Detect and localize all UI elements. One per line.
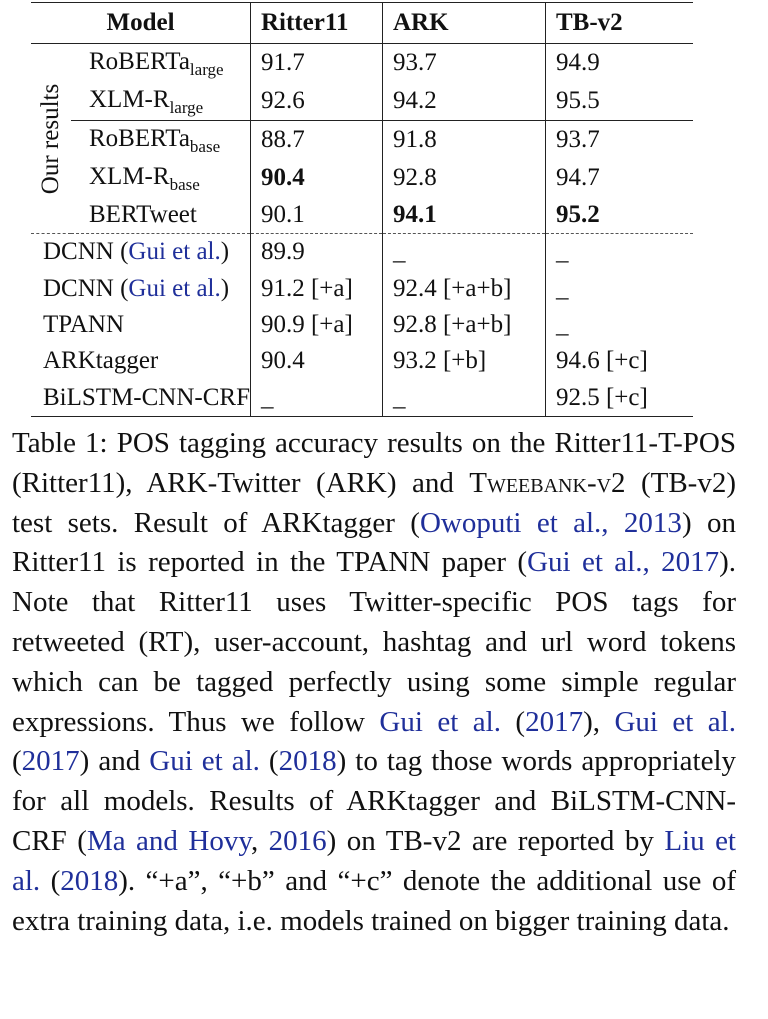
score-ark: 94.1 — [382, 197, 545, 234]
score-ark: _ — [382, 234, 545, 271]
caption-text: ) and — [79, 745, 150, 778]
score-ritter11: 91.7 — [250, 44, 382, 83]
score-ritter11: _ — [250, 379, 382, 416]
caption-text: ( — [500, 705, 526, 738]
caption-text: ) to tag those words appropriately for all models. Results of ARKtagger and BiLSTM-CNN-CRF ( — [12, 745, 737, 857]
score-ritter11: 90.4 — [250, 343, 382, 379]
header-tbv2: TB-v2 — [545, 3, 693, 44]
model-name — [31, 234, 250, 271]
model-size-subscript: large — [169, 98, 204, 117]
citation-link[interactable]: 2017 — [21, 745, 80, 778]
citation-link[interactable]: 2017 — [525, 705, 584, 738]
model-name-close: ) — [220, 238, 230, 266]
table-row — [31, 44, 693, 83]
caption-dataset-name: Tweebank-v2 — [469, 466, 626, 499]
score-ritter11: 88.7 — [250, 121, 382, 160]
model-base-name: BiLSTM-CNN-CRF — [43, 383, 250, 411]
model-base-name: DCNN ( — [43, 238, 129, 266]
table-row — [31, 234, 693, 271]
citation-link[interactable]: Gui et al., 2017 — [527, 546, 720, 579]
citation-link[interactable]: Ma and Hovy — [86, 824, 251, 857]
citation-link[interactable]: 2018 — [60, 864, 119, 897]
caption-text: (TB-v2) test sets. Result of ARKtagger ( — [12, 466, 736, 539]
table-caption — [12, 424, 736, 941]
group-label-cell — [31, 44, 71, 234]
score-tbv2: 93.7 — [545, 121, 693, 160]
model-base-name: RoBERTa — [89, 48, 190, 75]
caption-text: ( — [40, 864, 61, 897]
table-row — [31, 121, 693, 160]
table-row — [31, 159, 693, 197]
score-ark: 93.2 [+b] — [382, 343, 545, 379]
caption-text: Table 1: POS tagging accuracy results on the Ritter11-T-POS (Ritter11), ARK-Twitter (ARK) and — [12, 427, 736, 499]
header-model: Model — [106, 9, 175, 36]
header-ritter11: Ritter11 — [250, 3, 382, 44]
table-row — [31, 379, 693, 416]
table-row — [31, 82, 693, 121]
table-row — [31, 307, 693, 343]
table-row — [31, 197, 693, 234]
baselines-group — [31, 234, 693, 416]
citation-link[interactable]: Gui et al. — [128, 238, 221, 266]
citation-link[interactable]: Gui et al. — [149, 745, 260, 778]
model-name — [31, 379, 250, 416]
model-name — [71, 197, 250, 234]
citation-link[interactable]: 2018 — [278, 745, 337, 778]
model-base-name: TPANN — [43, 311, 125, 339]
caption-text: ) on TB-v2 are reported by — [326, 824, 665, 857]
citation-link[interactable]: Liu et al. — [12, 824, 736, 897]
caption-text: ). “+a”, “+b” and “+c” denote the additional use of extra training data, i.e. models trained on bigger training data. — [12, 864, 736, 937]
score-tbv2: _ — [545, 307, 693, 343]
model-name — [31, 271, 250, 307]
our-results-group — [31, 44, 693, 234]
table-row — [31, 343, 693, 379]
model-name — [71, 121, 250, 160]
model-base-name: DCNN ( — [43, 274, 129, 302]
model-size-subscript: large — [189, 60, 224, 79]
model-name — [71, 82, 250, 121]
citation-link[interactable]: Gui et al. — [614, 705, 736, 738]
score-ark: 92.4 [+a+b] — [382, 271, 545, 307]
table-row — [31, 271, 693, 307]
score-ark: _ — [382, 379, 545, 416]
score-ritter11: 89.9 — [250, 234, 382, 271]
caption-text: ( — [12, 745, 22, 778]
model-base-name: XLM-R — [89, 86, 170, 113]
model-base-name: BERTweet — [89, 201, 197, 229]
score-ritter11: 91.2 [+a] — [250, 271, 382, 307]
model-size-subscript: base — [169, 175, 200, 194]
score-tbv2: _ — [545, 271, 693, 307]
score-tbv2: 94.7 — [545, 159, 693, 197]
model-name — [71, 44, 250, 83]
model-name — [31, 307, 250, 343]
model-size-subscript: base — [189, 137, 221, 156]
score-ark: 92.8 — [382, 159, 545, 197]
score-tbv2: 94.6 [+c] — [545, 343, 693, 379]
model-base-name: ARKtagger — [43, 347, 159, 375]
caption-text: ) on Ritter11 is reported in the TPANN paper ( — [12, 506, 736, 579]
citation-link[interactable]: Gui et al. — [128, 274, 221, 302]
model-name — [31, 343, 250, 379]
results-table — [31, 2, 693, 417]
score-tbv2: 94.9 — [545, 44, 693, 83]
header-ark: ARK — [382, 3, 545, 44]
score-ark: 94.2 — [382, 82, 545, 121]
caption-text: , — [250, 824, 269, 857]
citation-link[interactable]: 2016 — [268, 824, 327, 857]
caption-text: ), — [583, 705, 615, 738]
score-tbv2: 95.5 — [545, 82, 693, 121]
score-ark: 92.8 [+a+b] — [382, 307, 545, 343]
score-tbv2: 92.5 [+c] — [545, 379, 693, 416]
caption-text: ). Note that Ritter11 uses Twitter-specific POS tags for retweeted (RT), user-account, hashtag and url word tokens which can be tagged perfectly using some simple regular expressions. Thus we follow — [12, 546, 737, 738]
citation-link[interactable]: Gui et al. — [379, 705, 501, 738]
score-ritter11: 90.9 [+a] — [250, 307, 382, 343]
caption-text: ( — [259, 745, 279, 778]
score-ritter11: 90.1 — [250, 197, 382, 234]
score-tbv2: _ — [545, 234, 693, 271]
model-name — [71, 159, 250, 197]
score-ark: 93.7 — [382, 44, 545, 83]
score-ritter11: 92.6 — [250, 82, 382, 121]
model-base-name: RoBERTa — [89, 125, 190, 152]
group-label: Our results — [37, 83, 64, 194]
score-ark: 91.8 — [382, 121, 545, 160]
score-tbv2: 95.2 — [545, 197, 693, 234]
score-ritter11: 90.4 — [250, 159, 382, 197]
model-name-close: ) — [220, 274, 230, 302]
citation-link[interactable]: Owoputi et al., 2013 — [419, 506, 682, 539]
model-base-name: XLM-R — [89, 163, 170, 190]
